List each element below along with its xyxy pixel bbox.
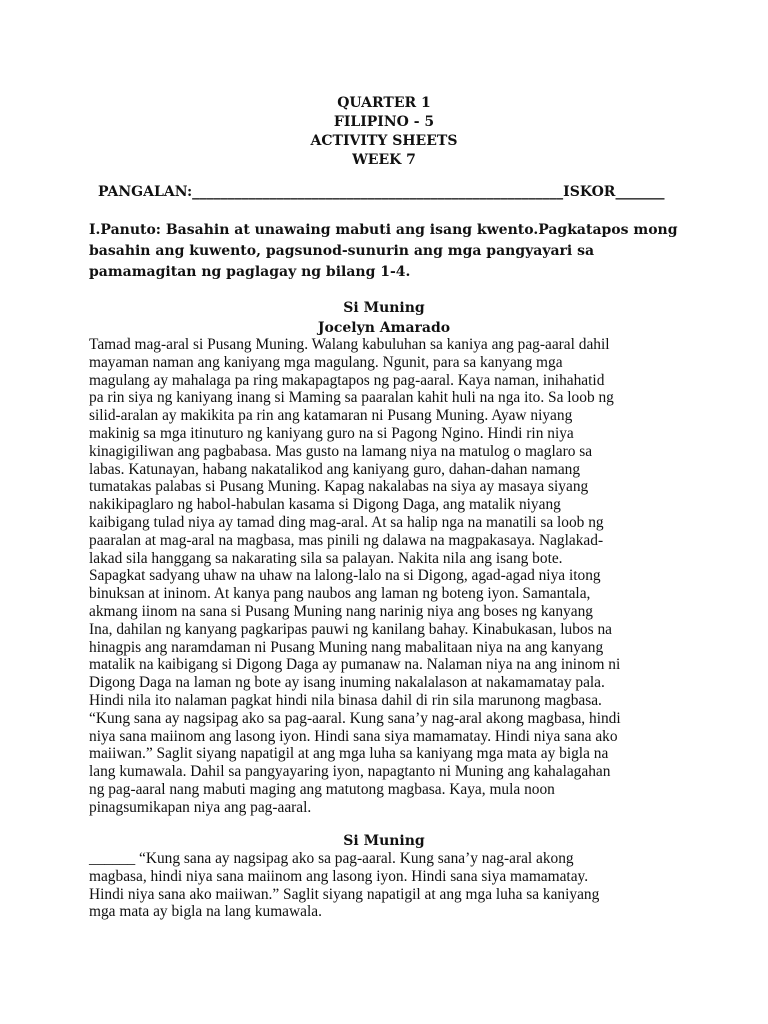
- story-line: lakad sila hanggang sa nakarating sila sa palayan. Nakita nila ang isang bote.: [89, 549, 563, 567]
- section2-line: magbasa, hindi niya sana maiinom ang lasong iyon. Hindi sana siya mamamatay.: [89, 867, 589, 885]
- story-line: labas. Katunayan, habang nakatalikod ang kaniyang guro, dahan-dahan namang: [89, 460, 581, 478]
- story-line: hinagpis ang naramdaman ni Pusang Muning nang mabalitaan niya na ang kanyang: [89, 638, 604, 656]
- activity-sheets-label: ACTIVITY SHEETS: [310, 133, 458, 149]
- quarter-label: QUARTER 1: [337, 95, 431, 111]
- section2-line: Hindi niya sana ako maiiwan.” Saglit siyang napatigil at ang mga luha sa kaniyang: [89, 885, 600, 903]
- instructions-line: I.Panuto: Basahin at unawaing mabuti ang isang kwento.Pagkatapos mong: [89, 222, 678, 238]
- story-heading: [0, 298, 768, 338]
- story-line: nakikipaglaro ng habol-habulan kasama si Digong Daga, ang matalik niyang: [89, 496, 561, 514]
- instructions-line: basahin ang kuwento, pagsunod-sunurin ang mga pangyayari sa: [89, 243, 595, 259]
- story-line: silid-aralan ay makikita pa rin ang katamaran ni Pusang Muning. Ayaw niyang: [89, 407, 573, 425]
- story-line: Digong Daga na laman ng bote ay isang inuming nakalalason at nakamamatay pala.: [89, 674, 605, 692]
- section2-line: mga mata ay bigla na lang kumawala.: [89, 903, 322, 921]
- story-line: binuksan at ininom. At kanya pang naubos ang laman ng boteng iyon. Samantala,: [89, 585, 591, 603]
- instructions: [89, 220, 689, 283]
- story-line: paaralan at mag-aral na magbasa, mas pinili ng dalawa na magpakasaya. Naglakad-: [89, 531, 604, 549]
- week-label: WEEK 7: [352, 152, 416, 168]
- story-line: kinagigiliwan ang pagbabasa. Mas gusto na lamang niya na matulog o maglaro sa: [89, 442, 593, 460]
- story-title: Si Muning: [343, 300, 425, 316]
- section2-line: ______ “Kung sana ay nagsipag ako sa pag-aaral. Kung sana’y nag-aral akong: [89, 850, 574, 867]
- story-text: [89, 336, 689, 817]
- story-line: niya sana maiinom ang lasong iyon. Hindi sana siya mamamatay. Hindi niya sana ako: [89, 727, 618, 745]
- story-line: tumatakas palabas si Pusang Muning. Kapag nakalabas na siya ay masaya siyang: [89, 478, 589, 496]
- story-line: Sapagkat sadyang uhaw na uhaw na lalong-lalo na si Digong, agad-agad niya itong: [89, 567, 601, 585]
- section2-title: Si Muning: [343, 833, 425, 849]
- story-line: Tamad mag-aral si Pusang Muning. Walang kabuluhan sa kaniya ang pag-aaral dahil: [89, 336, 610, 353]
- story-line: “Kung sana ay nagsipag ako sa pag-aaral. Kung sana’y nag-aral akong magbasa, hindi: [89, 709, 621, 727]
- story-line: pa rin siya ng kaniyang inang si Maming sa paaralan kahit huli na nga ito. Sa loob ng: [89, 389, 614, 407]
- story-line: makinig sa mga itinuturo ng kaniyang guro na si Pagong Ngino. Hindi rin niya: [89, 424, 574, 442]
- subject-label: FILIPINO - 5: [333, 114, 435, 130]
- story-line: magulang ay mahalaga pa ring makapagtapos ng pag-aaral. Kaya naman, inihahatid: [89, 371, 605, 389]
- document-header: [0, 94, 768, 170]
- story-author: Jocelyn Amarado: [317, 320, 451, 336]
- story-line: Ina, dahilan ng kanyang pagkaripas pauwi ng kanilang bahay. Kinabukasan, lubos na: [89, 620, 612, 638]
- story-line: maiiwan.” Saglit siyang napatigil at ang mga luha sa kaniyang mga mata ay bigla na: [89, 745, 609, 763]
- name-score-line: PANGALAN:_____________________________________________________ISKOR_______: [98, 184, 665, 200]
- story-line: lang kumawala. Dahil sa pangyayaring iyon, napagtanto ni Muning ang kahalagahan: [89, 763, 611, 781]
- section2-text: [89, 850, 689, 921]
- story-line: ng pag-aaral nang mabuti maging ang matutong magbasa. Kaya, mula noon: [89, 780, 555, 798]
- instructions-line: pamamagitan ng paglagay ng bilang 1-4.: [89, 264, 411, 280]
- story-line: pinagsumikapan niya ang pag-aaral.: [89, 798, 312, 816]
- story-line: kaibigang tulad niya ay tamad ding mag-aral. At sa halip nga na manatili sa loob ng: [89, 513, 604, 531]
- story-line: matalik na kaibigang si Digong Daga ay pumanaw na. Nalaman niya na ang ininom ni: [89, 656, 621, 674]
- story-line: mayaman naman ang kaniyang mga magulang. Ngunit, para sa kanyang mga: [89, 353, 563, 371]
- story-line: akmang iinom na sana si Pusang Muning nang narinig niya ang boses ng kanyang: [89, 602, 593, 620]
- story-line: Hindi nila ito nalaman pagkat hindi nila binasa dahil di rin sila marunong magbasa.: [89, 691, 602, 709]
